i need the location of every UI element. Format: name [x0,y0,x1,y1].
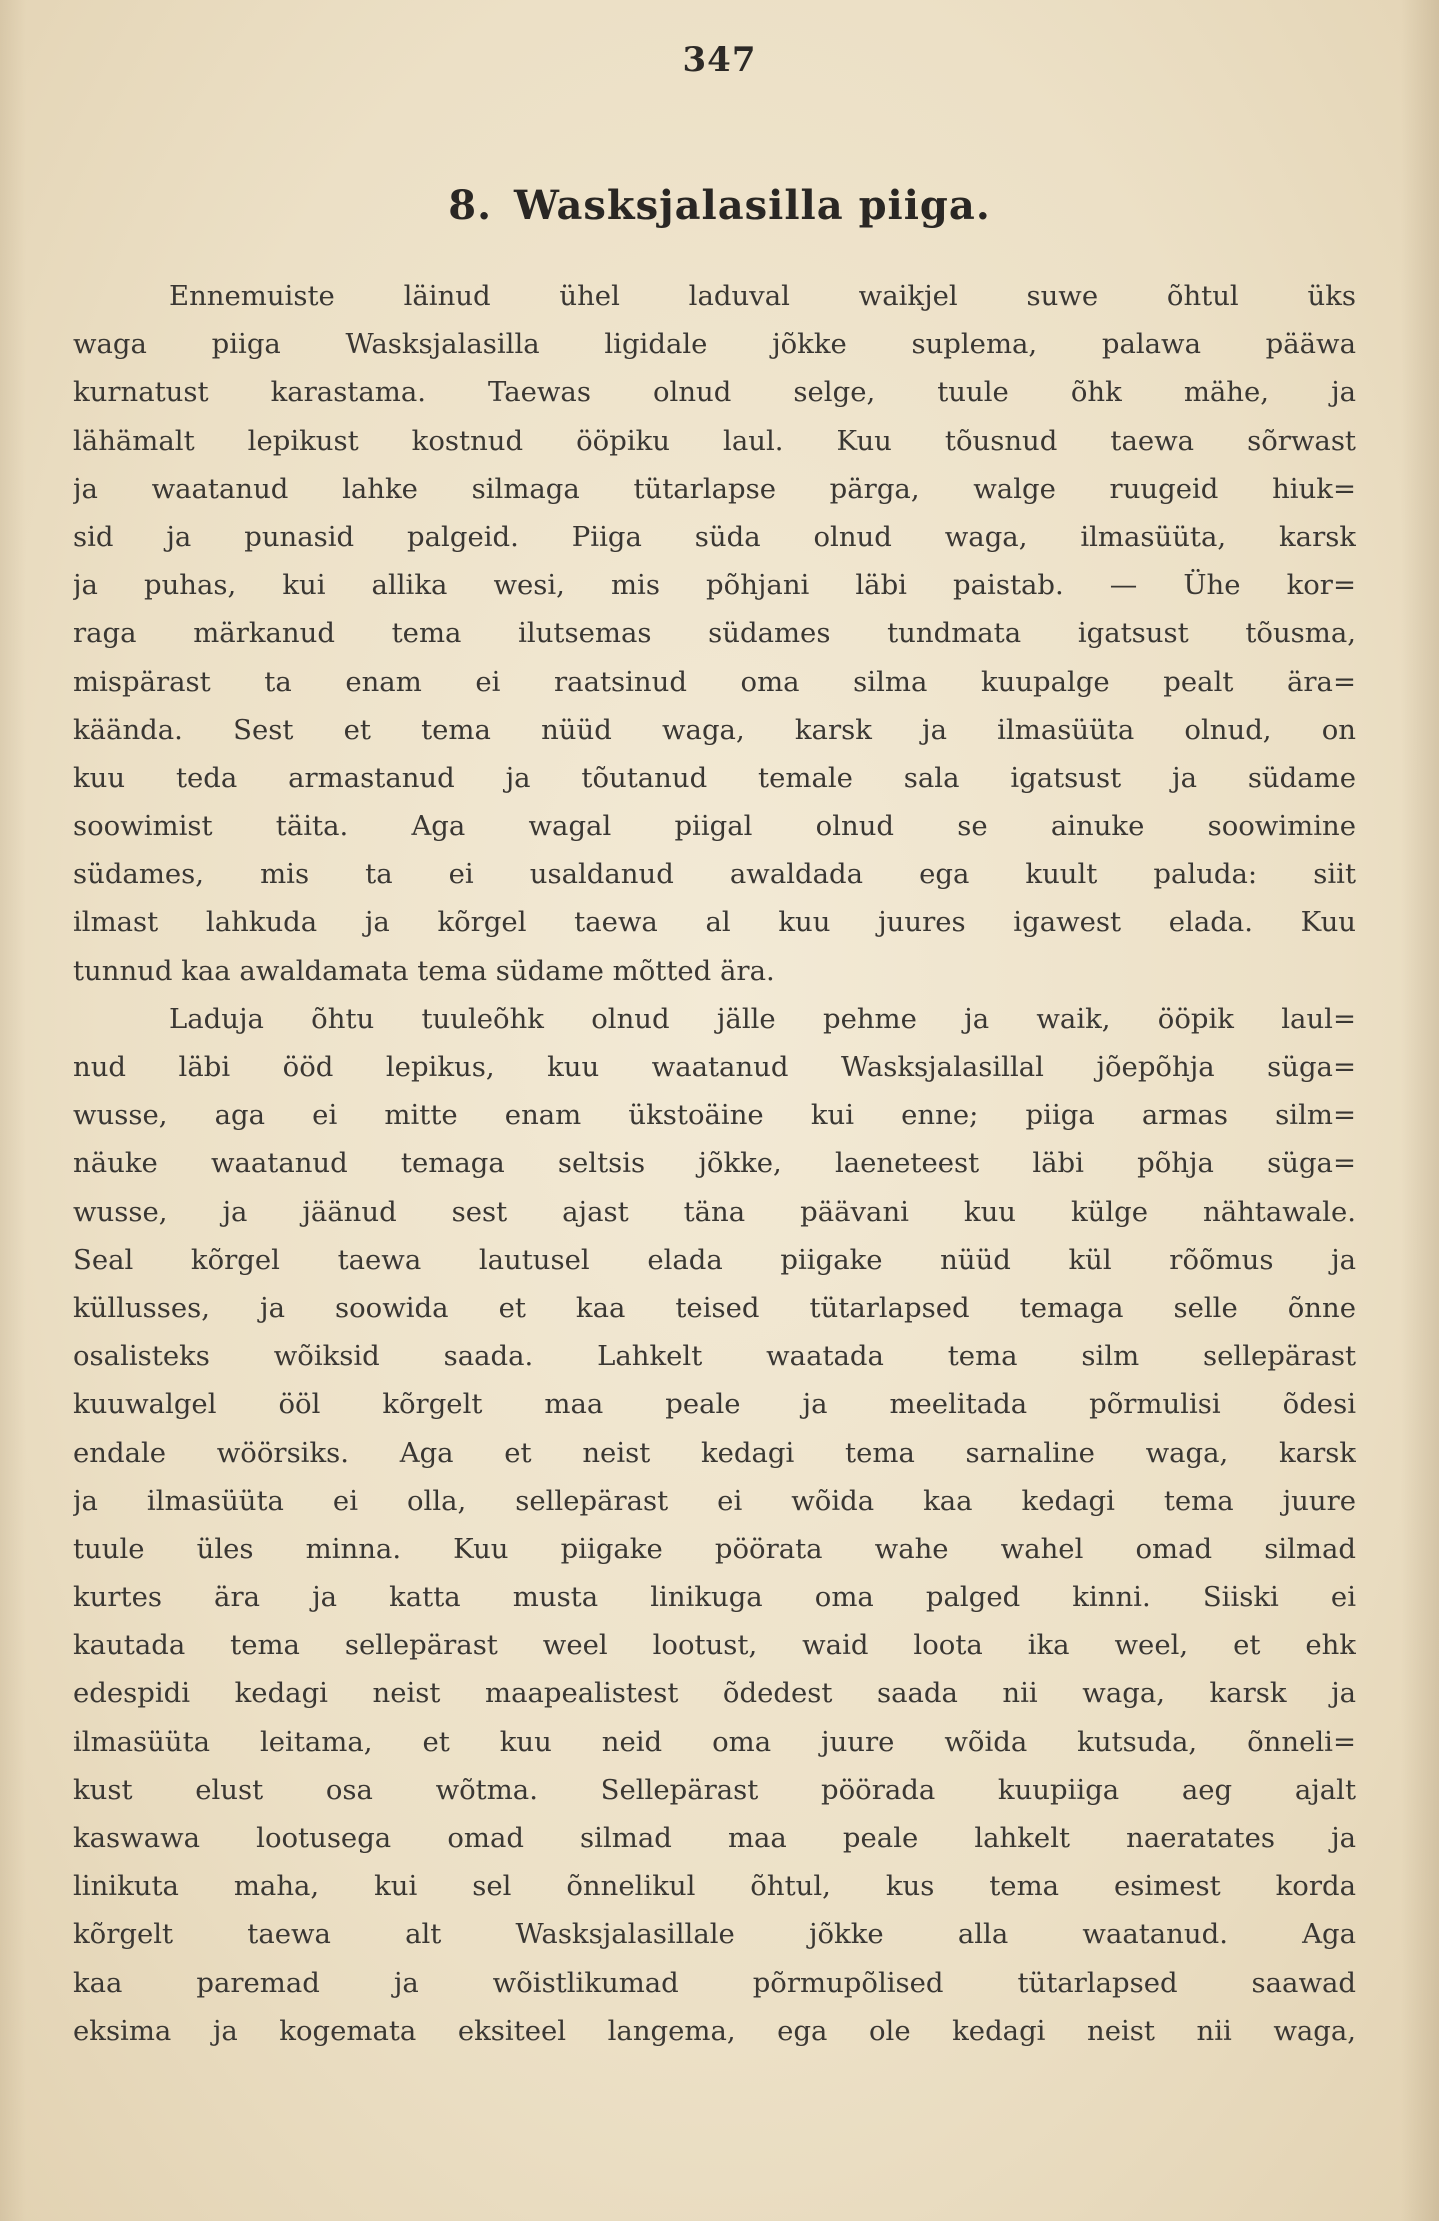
chapter-number: 8. [448,182,492,229]
text-line: kuu teda armastanud ja tõutanud temale sala igatsust ja südame [73,761,1356,794]
text-line: kust elust osa wõtma. Sellepärast pöörada kuupiiga aeg ajalt [73,1773,1356,1806]
text-line: kaa paremad ja wõistlikumad põrmupõlised tütarlapsed saawad [73,1966,1356,1999]
chapter-title [0,182,1439,229]
text-line: linikuta maha, kui sel õnnelikul õhtul, kus tema esimest korda [73,1870,1356,1903]
chapter-title-text: Wasksjalasilla piiga. [514,182,991,229]
text-line: ja puhas, kui allika wesi, mis põhjani läbi paistab. — Ühe kor= [73,569,1356,602]
text-line: kõrgelt taewa alt Wasksjalasillale jõkke alla waatanud. Aga [73,1918,1356,1951]
text-line: ilmast lahkuda ja kõrgel taewa al kuu juures igawest elada. Kuu [73,906,1356,939]
page-number: 347 [682,40,757,80]
text-line: nud läbi ööd lepikus, kuu waatanud Wasksjalasillal jõepõhja süga= [73,1051,1356,1083]
text-line: kurnatust karastama. Taewas olnud selge, tuule õhk mähe, ja [73,376,1356,409]
text-line: ilmasüüta leitama, et kuu neid oma juure wõida kutsuda, õnneli= [73,1725,1356,1758]
text-line: soowimist täita. Aga wagal piigal olnud se ainuke soowimine [73,810,1356,843]
text-line: lähämalt lepikust kostnud ööpiku laul. Kuu tõusnud taewa sõrwast [73,424,1356,457]
page-edge-shadow-right [1401,0,1439,2221]
text-line: Seal kõrgel taewa lautusel elada piigake nüüd kül rõõmus ja [73,1243,1356,1276]
text-line: kaswawa lootusega omad silmad maa peale lahkelt naeratates ja [73,1822,1356,1854]
text-line: raga märkanud tema ilutsemas südames tundmata igatsust tõusma, [73,617,1356,650]
text-line: endale wöörsiks. Aga et neist kedagi tema sarnaline waga, karsk [73,1436,1356,1469]
text-line: wusse, aga ei mitte enam ükstoäine kui enne; piiga armas silm= [73,1099,1356,1132]
text-line: kurtes ära ja katta musta linikuga oma palged kinni. Siiski ei [73,1581,1356,1614]
text-line: sid ja punasid palgeid. Piiga süda olnud waga, ilmasüüta, karsk [73,520,1356,553]
text-line: eksima ja kogemata eksiteel langema, ega ole kedagi neist nii waga, [73,2014,1356,2047]
text-line: tunnud kaa awaldamata tema südame mõtted ära. [73,954,775,987]
body-text [73,272,1356,2055]
text-line: tuule üles minna. Kuu piigake pöörata wahe wahel omad silmad [73,1532,1356,1565]
text-line: kautada tema sellepärast weel lootust, waid loota ika weel, et ehk [73,1629,1356,1662]
text-line: näuke waatanud temaga seltsis jõkke, laeneteest läbi põhja süga= [73,1147,1356,1180]
text-line: osalisteks wõiksid saada. Lahkelt waatada tema silm sellepärast [73,1340,1356,1373]
text-line: käända. Sest et tema nüüd waga, karsk ja ilmasüüta olnud, on [73,713,1356,746]
text-line: südames, mis ta ei usaldanud awaldada ega kuult paluda: siit [73,858,1356,891]
text-line: Ennemuiste läinud ühel laduval waikjel suwe õhtul üks [169,280,1356,312]
text-line: waga piiga Wasksjalasilla ligidale jõkke suplema, palawa pääwa [73,328,1356,361]
text-line: Laduja õhtu tuuleõhk olnud jälle pehme ja waik, ööpik laul= [169,1002,1356,1035]
text-line: ja ilmasüüta ei olla, sellepärast ei wõida kaa kedagi tema juure [73,1484,1356,1517]
text-line: wusse, ja jäänud sest ajast täna päävani kuu külge nähtawale. [73,1195,1356,1228]
text-line: mispärast ta enam ei raatsinud oma silma kuupalge pealt ära= [73,665,1356,698]
text-line: edespidi kedagi neist maapealistest õdedest saada nii waga, karsk ja [73,1677,1356,1710]
page-edge-shadow-left [0,0,26,2221]
text-line: kuuwalgel ööl kõrgelt maa peale ja meelitada põrmulisi õdesi [73,1388,1356,1421]
text-line: küllusses, ja soowida et kaa teised tütarlapsed temaga selle õnne [73,1291,1356,1324]
text-line: ja waatanud lahke silmaga tütarlapse pärga, walge ruugeid hiuk= [73,472,1356,505]
